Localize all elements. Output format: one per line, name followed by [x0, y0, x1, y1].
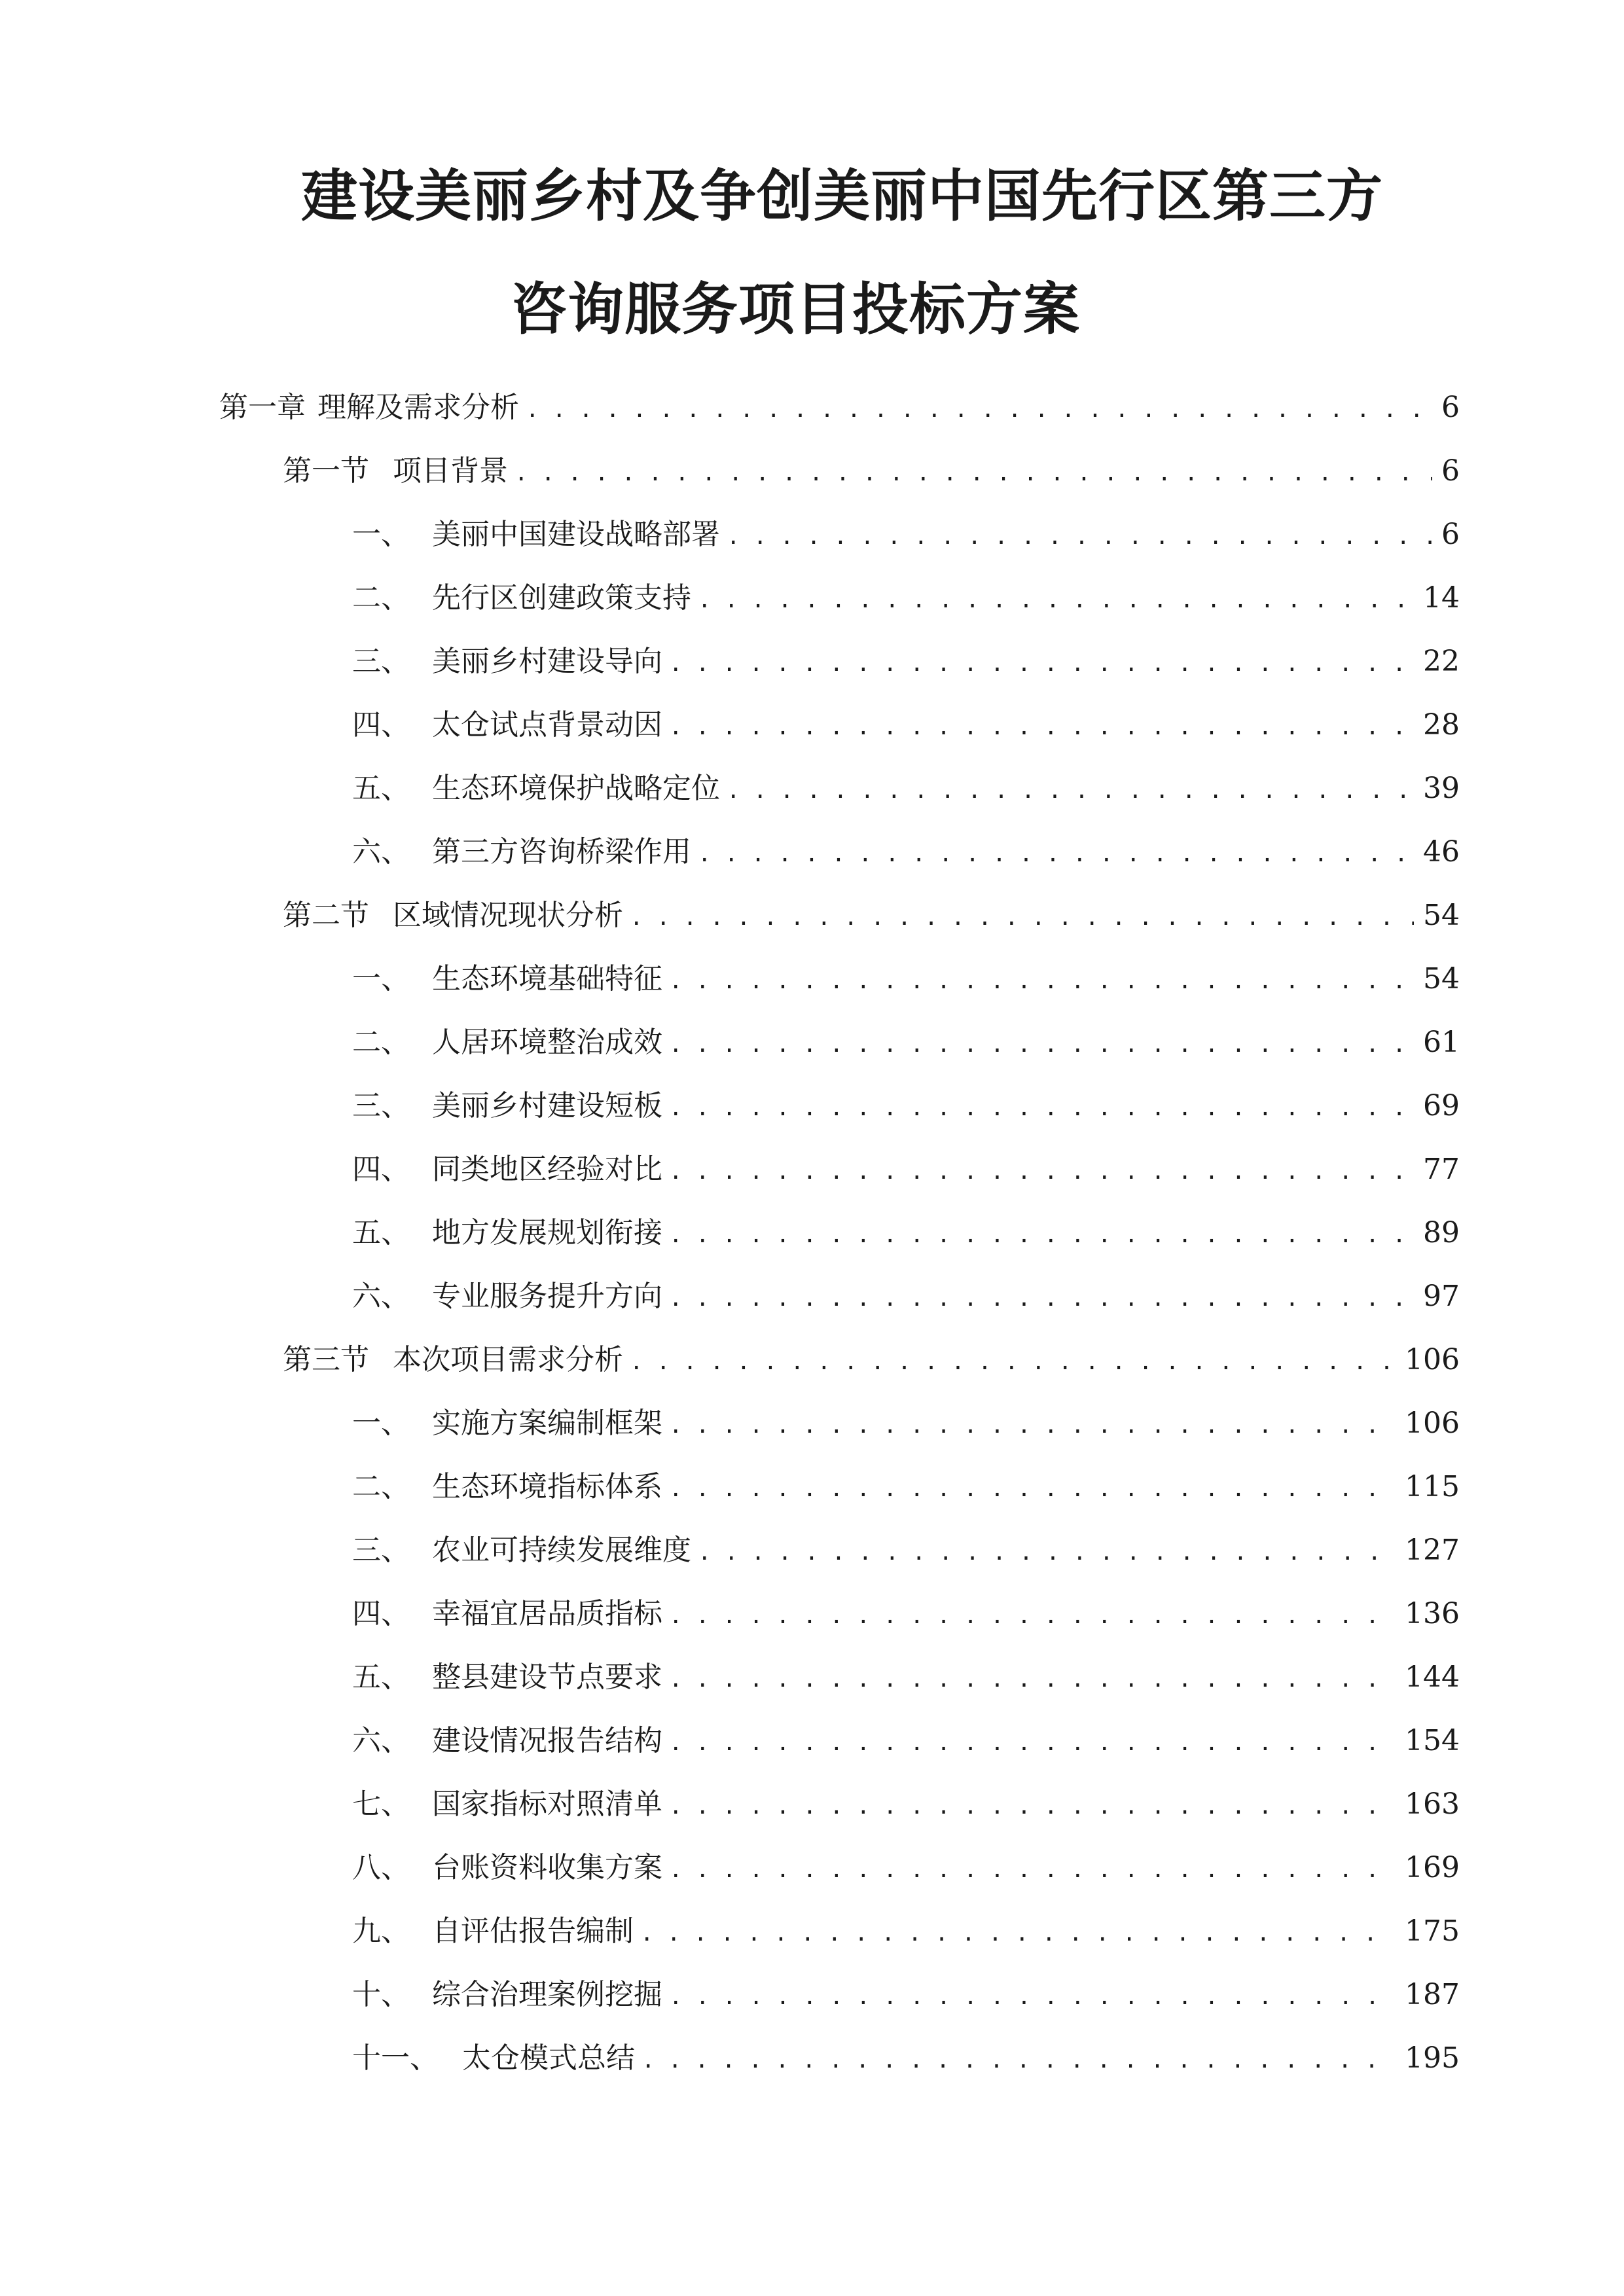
- toc-dot-leader: [698, 581, 1414, 620]
- toc-dot-leader: [514, 454, 1432, 493]
- toc-dot-leader: [669, 1787, 1396, 1826]
- toc-entry-page-number: 89: [1423, 1216, 1460, 1249]
- toc-entry[interactable]: [352, 1023, 1460, 1062]
- toc-entry-number: 八、: [352, 1851, 410, 1884]
- toc-dot-leader: [669, 1088, 1414, 1128]
- toc-entry-number: 三、: [352, 1534, 410, 1567]
- toc-entry[interactable]: [283, 1340, 1460, 1380]
- toc-entry-page-number: 154: [1405, 1724, 1460, 1757]
- toc-entry-label: 美丽乡村建设导向: [432, 645, 662, 678]
- toc-entry-page-number: 6: [1441, 518, 1460, 551]
- toc-dot-leader: [669, 1977, 1396, 2017]
- toc-entry[interactable]: [352, 1404, 1460, 1443]
- toc-dot-leader: [669, 644, 1414, 683]
- toc-dot-leader: [669, 1850, 1396, 1890]
- toc-dot-leader: [669, 1406, 1396, 1445]
- toc-entry[interactable]: [352, 642, 1460, 681]
- toc-entry-label: 美丽中国建设战略部署: [432, 518, 720, 551]
- toc-entry-page-number: 6: [1441, 391, 1460, 424]
- toc-entry[interactable]: [352, 1975, 1460, 2015]
- toc-entry-label: 国家指标对照清单: [432, 1787, 662, 1821]
- toc-entry-number: 二、: [352, 1026, 410, 1059]
- toc-entry-number: 第二节: [283, 899, 369, 932]
- toc-entry-label: 本次项目需求分析: [393, 1343, 623, 1376]
- toc-dot-leader: [526, 390, 1432, 429]
- toc-entry[interactable]: [352, 1277, 1460, 1316]
- toc-entry-page-number: 115: [1405, 1470, 1460, 1503]
- toc-entry-label: 美丽乡村建设短板: [432, 1089, 662, 1122]
- toc-dot-leader: [669, 1215, 1414, 1255]
- toc-entry-number: 九、: [352, 1914, 410, 1948]
- toc-entry-page-number: 187: [1405, 1978, 1460, 2011]
- toc-entry-page-number: 175: [1405, 1914, 1460, 1948]
- toc-entry-label: 专业服务提升方向: [432, 1280, 662, 1313]
- toc-dot-leader: [727, 517, 1432, 556]
- toc-entry[interactable]: [352, 833, 1460, 872]
- toc-entry-page-number: 22: [1423, 645, 1460, 678]
- toc-entry-page-number: 6: [1441, 454, 1460, 488]
- toc-dot-leader: [630, 1342, 1396, 1382]
- toc-entry-label: 台账资料收集方案: [432, 1851, 662, 1884]
- toc-entry-label: 区域情况现状分析: [393, 899, 623, 932]
- toc-entry-label: 自评估报告编制: [432, 1914, 634, 1948]
- toc-entry-label: 生态环境基础特征: [432, 962, 662, 996]
- toc-entry[interactable]: [352, 2039, 1460, 2078]
- toc-dot-leader: [669, 708, 1414, 747]
- toc-entry-page-number: 136: [1405, 1597, 1460, 1630]
- toc-dot-leader: [669, 1723, 1396, 1763]
- toc-entry-page-number: 14: [1423, 581, 1460, 615]
- toc-entry[interactable]: [352, 579, 1460, 618]
- toc-entry-page-number: 195: [1405, 2041, 1460, 2075]
- toc-entry-number: 十、: [352, 1978, 410, 2011]
- toc-entry-number: 二、: [352, 1470, 410, 1503]
- toc-entry[interactable]: [352, 1531, 1460, 1570]
- toc-entry[interactable]: [352, 706, 1460, 745]
- toc-entry-number: 四、: [352, 708, 410, 742]
- toc-entry-label: 实施方案编制框架: [432, 1407, 662, 1440]
- toc-entry-number: 六、: [352, 1724, 410, 1757]
- toc-entry-label: 项目背景: [393, 454, 508, 488]
- toc-entry-label: 建设情况报告结构: [432, 1724, 662, 1757]
- toc-entry-label: 农业可持续发展维度: [432, 1534, 691, 1567]
- toc-entry[interactable]: [352, 1213, 1460, 1253]
- toc-entry-page-number: 127: [1405, 1534, 1460, 1567]
- toc-dot-leader: [669, 961, 1414, 1001]
- toc-entry-page-number: 61: [1423, 1026, 1460, 1059]
- toc-entry-number: 二、: [352, 581, 410, 615]
- toc-entry-label: 综合治理案例挖掘: [432, 1978, 662, 2011]
- toc-entry[interactable]: [352, 1594, 1460, 1634]
- toc-dot-leader: [669, 1596, 1396, 1636]
- toc-entry-number: 一、: [352, 1407, 410, 1440]
- toc-entry-label: 同类地区经验对比: [432, 1153, 662, 1186]
- toc-entry-label: 地方发展规划衔接: [432, 1216, 662, 1249]
- toc-entry-number: 五、: [352, 1660, 410, 1694]
- toc-entry-number: 第三节: [283, 1343, 369, 1376]
- toc-entry-label: 整县建设节点要求: [432, 1660, 662, 1694]
- toc-entry[interactable]: [352, 515, 1460, 554]
- toc-dot-leader: [727, 771, 1414, 810]
- toc-entry-number: 四、: [352, 1153, 410, 1186]
- toc-dot-leader: [669, 1152, 1414, 1191]
- toc-entry-number: 第一节: [283, 454, 369, 488]
- toc-entry-label: 先行区创建政策支持: [432, 581, 691, 615]
- document-title-line-1: 建设美丽乡村及争创美丽中国先行区第三方: [301, 163, 1383, 229]
- toc-entry[interactable]: [219, 388, 1460, 427]
- toc-entry-number: 三、: [352, 645, 410, 678]
- toc-entry-number: 四、: [352, 1597, 410, 1630]
- toc-entry[interactable]: [352, 1848, 1460, 1888]
- toc-entry[interactable]: [352, 1150, 1460, 1189]
- toc-entry[interactable]: [352, 1721, 1460, 1761]
- toc-dot-leader: [630, 898, 1414, 937]
- toc-entry-number: 七、: [352, 1787, 410, 1821]
- toc-dot-leader: [669, 1279, 1414, 1318]
- toc-entry-number: 六、: [352, 1280, 410, 1313]
- toc-dot-leader: [698, 834, 1414, 874]
- toc-entry-label: 生态环境指标体系: [432, 1470, 662, 1503]
- toc-dot-leader: [640, 1914, 1396, 1953]
- toc-dot-leader: [669, 1660, 1396, 1699]
- toc-entry-label: 太仓模式总结: [462, 2041, 635, 2075]
- toc-entry[interactable]: [283, 896, 1460, 935]
- toc-entry[interactable]: [352, 1467, 1460, 1507]
- toc-entry-number: 五、: [352, 772, 410, 805]
- toc-entry-label: 理解及需求分析: [317, 391, 519, 424]
- toc-entry-number: 三、: [352, 1089, 410, 1122]
- toc-entry-label: 生态环境保护战略定位: [432, 772, 720, 805]
- toc-entry-number: 六、: [352, 835, 410, 869]
- toc-entry[interactable]: [352, 1912, 1460, 1951]
- toc-entry-page-number: 54: [1423, 962, 1460, 996]
- toc-entry-page-number: 106: [1405, 1407, 1460, 1440]
- toc-entry[interactable]: [283, 452, 1460, 491]
- toc-entry-page-number: 97: [1423, 1280, 1460, 1313]
- toc-dot-leader: [669, 1469, 1396, 1509]
- toc-entry-page-number: 77: [1423, 1153, 1460, 1186]
- toc-entry-number: 五、: [352, 1216, 410, 1249]
- toc-entry-label: 太仓试点背景动因: [432, 708, 662, 742]
- toc-entry-number: 一、: [352, 518, 410, 551]
- document-title-line-2: 咨询服务项目投标方案: [511, 276, 1080, 342]
- toc-entry[interactable]: [352, 1785, 1460, 1824]
- toc-entry-page-number: 106: [1405, 1343, 1460, 1376]
- toc-entry[interactable]: [352, 1658, 1460, 1697]
- toc-entry-label: 第三方咨询桥梁作用: [432, 835, 691, 869]
- toc-entry-number: 第一章: [219, 391, 306, 424]
- toc-entry-page-number: 46: [1423, 835, 1460, 869]
- toc-dot-leader: [669, 1025, 1414, 1064]
- toc-entry-number: 十一、: [352, 2041, 439, 2075]
- toc-entry-page-number: 144: [1405, 1660, 1460, 1694]
- toc-entry-page-number: 28: [1423, 708, 1460, 742]
- toc-entry-label: 幸福宜居品质指标: [432, 1597, 662, 1630]
- toc-entry[interactable]: [352, 769, 1460, 808]
- toc-entry-page-number: 69: [1423, 1089, 1460, 1122]
- toc-entry-number: 一、: [352, 962, 410, 996]
- toc-entry-page-number: 54: [1423, 899, 1460, 932]
- toc-entry[interactable]: [352, 960, 1460, 999]
- toc-entry-page-number: 39: [1423, 772, 1460, 805]
- toc-dot-leader: [641, 2041, 1396, 2080]
- toc-entry-page-number: 163: [1405, 1787, 1460, 1821]
- toc-entry[interactable]: [352, 1086, 1460, 1126]
- toc-entry-page-number: 169: [1405, 1851, 1460, 1884]
- toc-entry-label: 人居环境整治成效: [432, 1026, 662, 1059]
- toc-dot-leader: [698, 1533, 1396, 1572]
